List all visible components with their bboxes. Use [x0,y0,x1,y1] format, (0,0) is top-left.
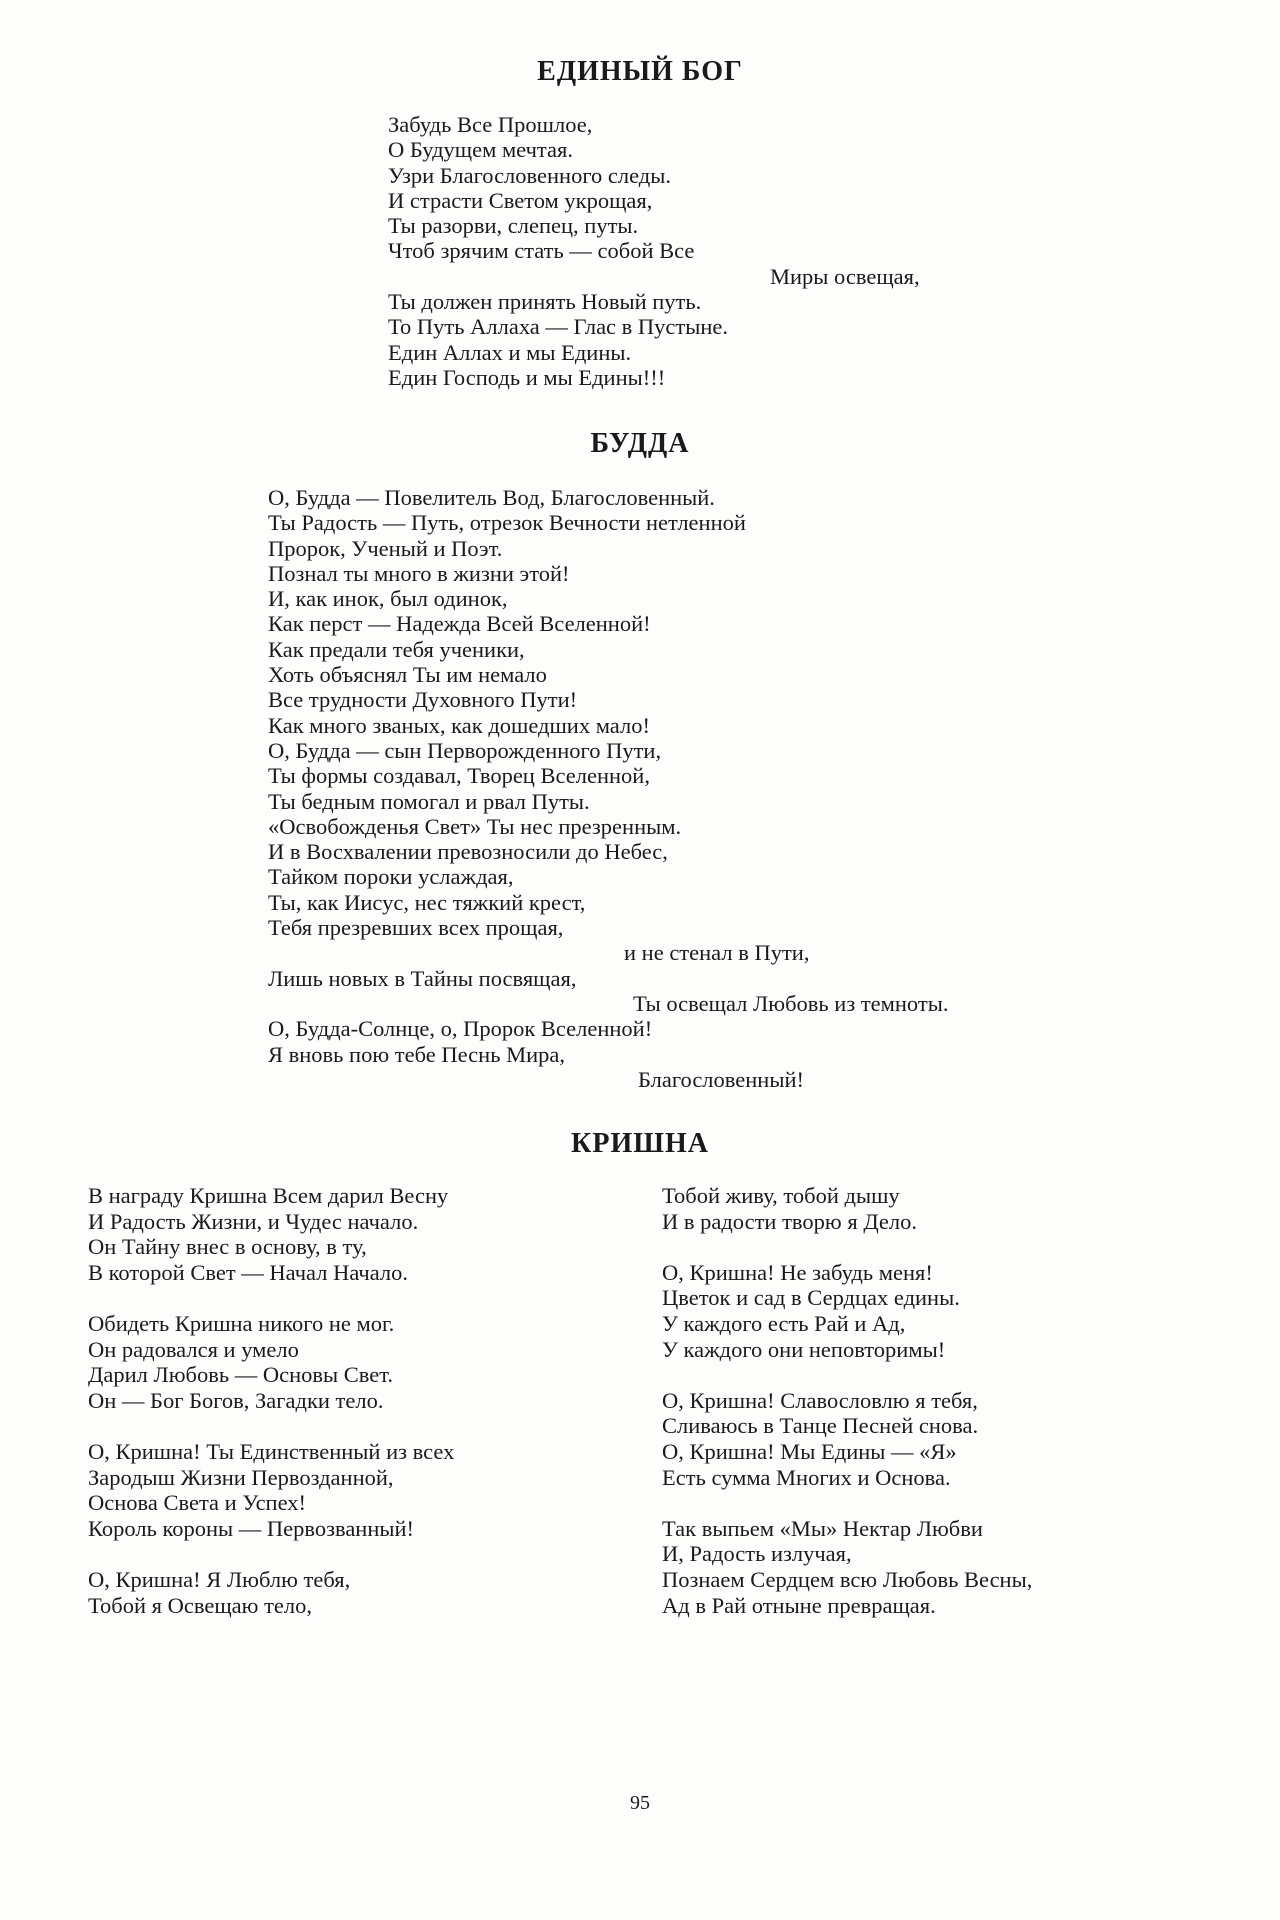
poem-line: и не стенал в Пути, [624,940,810,966]
page-number: 95 [630,1792,650,1814]
poem-budda [268,485,948,1092]
poem-line: «Освобожденья Свет» Ты нес презренным. [268,813,682,839]
poem-line: Как перст — Надежда Всей Вселенной! [268,611,651,637]
poem-line: Един Господь и мы Едины!!! [388,364,666,390]
poem-krishna-left-column [88,1183,454,1618]
poem-line: О, Кришна! Не забудь меня! [662,1259,933,1285]
poem-line: Как много званых, как дошедших мало! [268,712,650,738]
poem-line: В награду Кришна Всем дарил Весну [88,1183,449,1208]
poem-title-krishna: КРИШНА [571,1128,709,1159]
poem-line: У каждого они неповторимы! [662,1336,946,1362]
poem-line: Все трудности Духовного Пути! [268,687,578,713]
poem-line: О, Кришна! Мы Едины — «Я» [662,1438,957,1464]
poem-line: Ты должен принять Новый путь. [388,289,702,315]
poem-line: Чтоб зрячим стать — собой Все [388,238,695,264]
poem-line: Ты бедным помогал и рвал Путы. [268,788,590,814]
poem-line: Тобой я Освещаю тело, [88,1592,313,1618]
poem-title-budda: БУДДА [590,428,690,459]
poem-line: Благословенный! [638,1066,804,1092]
poem-line: Тобой живу, тобой дышу [662,1183,900,1208]
poem-line: О, Будда-Солнце, о, Пророк Вселенной! [268,1016,653,1042]
poem-line: О, Кришна! Славословлю я тебя, [662,1387,978,1413]
poem-line: Миры освещая, [770,263,920,289]
poem-line: Познаем Сердцем всю Любовь Весны, [662,1566,1033,1592]
poem-line: Цветок и сад в Сердцах едины. [662,1285,960,1311]
poem-line: Тайком пороки услаждая, [268,864,514,890]
poem-line: Зародыш Жизни Первозданной, [88,1464,394,1490]
poem-krishna-right-column [662,1183,1032,1618]
stanza-gap [88,1285,454,1311]
poem-line: Един Аллах и мы Едины. [388,339,632,365]
poem-line: И, Радость излучая, [662,1541,852,1567]
poem-line: И в Восхвалении превозносили до Небес, [268,839,668,865]
poem-line: У каждого есть Рай и Ад, [662,1310,906,1336]
poem-line: О, Кришна! Ты Единственный из всех [88,1438,455,1464]
poem-line: Король короны — Первозванный! [88,1515,415,1541]
poem-line: Обидеть Кришна никого не мог. [88,1310,395,1336]
poem-line: Я вновь пою тебе Песнь Мира, [268,1041,565,1067]
poem-line: Основа Света и Успех! [88,1490,307,1516]
poem-line: Узри Благословенного следы. [388,162,671,188]
poem-line: И в радости творю я Дело. [662,1208,918,1234]
poem-line: Ты формы создавал, Творец Вселенной, [268,763,650,789]
poem-line: Лишь новых в Тайны посвящая, [268,965,577,991]
poem-line: И Радость Жизни, и Чудес начало. [88,1208,419,1234]
poem-line: Познал ты много в жизни этой! [268,560,570,586]
poem-line: Ты, как Иисус, нес тяжкий крест, [268,889,586,915]
poem-line: О, Будда — Повелитель Вод, Благословенный. [268,485,715,510]
poem-line: В которой Свет — Начал Начало. [88,1259,409,1285]
poem-line: Есть сумма Многих и Основа. [662,1464,951,1490]
poem-edinyi-bog [388,112,920,390]
poem-line: Забудь Все Прошлое, [388,112,593,137]
poem-line: Как предали тебя ученики, [268,636,525,662]
poem-line: Ты освещал Любовь из темноты. [633,990,949,1016]
poem-line: Так выпьем «Мы» Нектар Любви [662,1515,983,1541]
poem-line: О, Будда — сын Перворожденного Пути, [268,737,662,763]
poem-line: Дарил Любовь — Основы Свет. [88,1362,394,1388]
poem-line: Он — Бог Богов, Загадки тело. [88,1387,384,1413]
poem-line: Сливаюсь в Танце Песней снова. [662,1413,979,1439]
poem-line: О, Кришна! Я Люблю тебя, [88,1566,351,1592]
stanza-gap [662,1234,1032,1260]
poem-line: То Путь Аллаха — Глас в Пустыне. [388,314,729,340]
poem-line: О Будущем мечтая. [388,137,573,163]
poem-line: Тебя презревших всех прощая, [268,915,564,941]
stanza-gap [662,1362,1032,1388]
poem-line: Ад в Рай отныне превращая. [662,1592,936,1618]
poem-line: Пророк, Ученый и Поэт. [268,535,503,561]
poem-line: Он Тайну внес в основу, в ту, [88,1234,367,1260]
poem-title-edinyi-bog: ЕДИНЫЙ БОГ [537,56,743,87]
poem-line: И, как инок, был одинок, [268,586,508,612]
poem-line: Хоть объяснял Ты им немало [268,662,547,688]
poem-line: Ты Радость — Путь, отрезок Вечности нетленной [268,510,746,536]
stanza-gap [88,1541,454,1567]
stanza-gap [662,1490,1032,1516]
poem-line: Ты разорви, слепец, путы. [388,213,639,239]
poem-line: И страсти Светом укрощая, [388,187,653,213]
stanza-gap [88,1413,454,1439]
poem-line: Он радовался и умело [88,1336,299,1362]
